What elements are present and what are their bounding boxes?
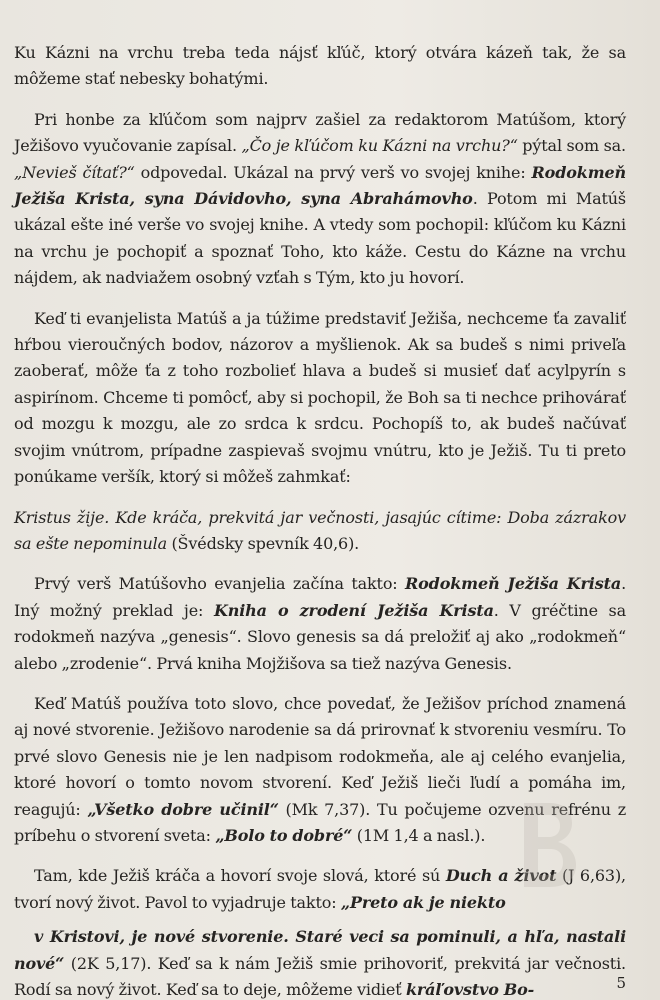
paragraph-2	[14, 107, 626, 292]
text-run: Keď ti evanjelista Matúš a ja túžime predstaviť Ježiša, nechceme ťa zavaliť hŕbou vieroučných bodov, názorov a myšlienok. Ak sa budeš s nimi priveľa zaoberať, môže ťa z toho rozbolieť hlava a budeš si musieť dať acylpyrín s aspirínom. Chceme ti pomôcť, aby si pochopil, že Boh sa ti nechce prihovárať od mozgu k mozgu, ale zo srdca k srdcu. Pochopíš to, ak budeš načúvať svojim vnútrom, prípadne zaspievaš svojmu vnútru, kto je Ježiš. Tu ti preto ponúkame veršík, ktorý si môžeš zahmkať:	[14, 308, 626, 487]
text-run: (J 6,63), tvorí nový život. Pavol to vyjadruje takto:	[14, 866, 626, 912]
text-run: (Mk 7,37). Tu počujeme ozvenu refrénu z príbehu o stvorení sveta:	[14, 799, 626, 845]
paragraph-6	[14, 691, 626, 849]
paragraph-4-verse	[14, 505, 626, 558]
paragraph-7	[14, 863, 626, 916]
text-run: Kristus žije. Kde kráča, prekvitá jar večnosti, jasajúc cítime: Doba zázrakov sa ešte nepominula	[14, 507, 626, 553]
text-run: . V gréčtine sa rodokmeň nazýva „genesis“. Slovo genesis sa dá preložiť aj ako „rodokmeň“ alebo „zrodenie“. Prvá kniha Mojžišova sa tiež nazýva Genesis.	[14, 600, 626, 673]
text-run: Tam, kde Ježiš kráča a hovorí svoje slová, ktoré sú	[34, 866, 446, 886]
paragraph-3	[14, 306, 626, 491]
paragraph-5	[14, 571, 626, 677]
text-run: „Bolo to dobré“	[215, 825, 353, 845]
text-run: Pri honbe za kľúčom som najprv zašiel za redaktorom Matúšom, ktorý Ježišovo vyučovanie zapísal.	[14, 109, 626, 156]
text-run: „Preto ak je niekto	[340, 892, 506, 912]
text-run: „Všetko dobre učinil“	[87, 799, 279, 819]
page-number: 5	[616, 974, 626, 992]
text-run: pýtal som sa.	[517, 136, 626, 156]
text-run: Kniha o zrodení Ježiša Krista	[213, 600, 494, 620]
text-run: (2K 5,17). Keď sa k nám Ježiš smie prihovoriť, prekvitá jar večnosti. Rodí sa nový život. Keď sa to deje, môžeme vidieť	[14, 953, 626, 999]
text-run: Rodokmeň Ježiša Krista, syna Dávidovho, syna Abrahámovho	[14, 162, 626, 209]
text-run: odpovedal. Ukázal na prvý verš vo svojej knihe:	[134, 162, 532, 182]
paragraph-8	[14, 924, 626, 1000]
body-text	[14, 40, 626, 1000]
text-run: v Kristovi, je nové stvorenie. Staré veci sa pominuli, a hľa, nastali nové“	[14, 927, 626, 973]
text-run: Ku Kázni na vrchu treba teda nájsť kľúč, ktorý otvára kázeň tak, že sa môžeme stať nebesky bohatými.	[14, 43, 626, 89]
text-run: . Iný možný preklad je:	[14, 574, 626, 620]
text-run: Rodokmeň Ježiša Krista	[405, 574, 622, 594]
text-run: (1M 1,4 a nasl.).	[352, 825, 486, 845]
text-run: kráľovstvo Bo-	[405, 980, 535, 999]
text-run: . Potom mi Matúš ukázal ešte iné verše vo svojej knihe. A vtedy som pochopil: kľúčom ku Kázni na vrchu je pochopiť a spoznať Toho, kto káže. Cestu do Kázne na vrchu nájdem, ak nadviažem osobný vzťah s Tým, kto ju hovorí.	[14, 189, 626, 288]
text-run: (Švédsky spevník 40,6).	[167, 533, 360, 553]
text-run: „Nevieš čítať?“	[14, 162, 135, 182]
text-run: Prvý verš Matúšovho evanjelia začína takto:	[34, 574, 406, 594]
text-run: „Čo je kľúčom ku Kázni na vrchu?“	[241, 136, 518, 156]
paragraph-1	[14, 40, 626, 93]
text-run: Duch a život	[445, 866, 557, 886]
text-run: Keď Matúš používa toto slovo, chce povedať, že Ježišov príchod znamená aj nové stvorenie. Ježišovo narodenie sa dá prirovnať k stvoreniu vesmíru. To prvé slovo Genesis nie je len nadpisom rodokmeňa, ale aj celého evanjelia, ktoré hovorí o tomto novom stvorení. Keď Ježiš lieči ľudí a pomáha im, reagujú:	[14, 693, 626, 819]
